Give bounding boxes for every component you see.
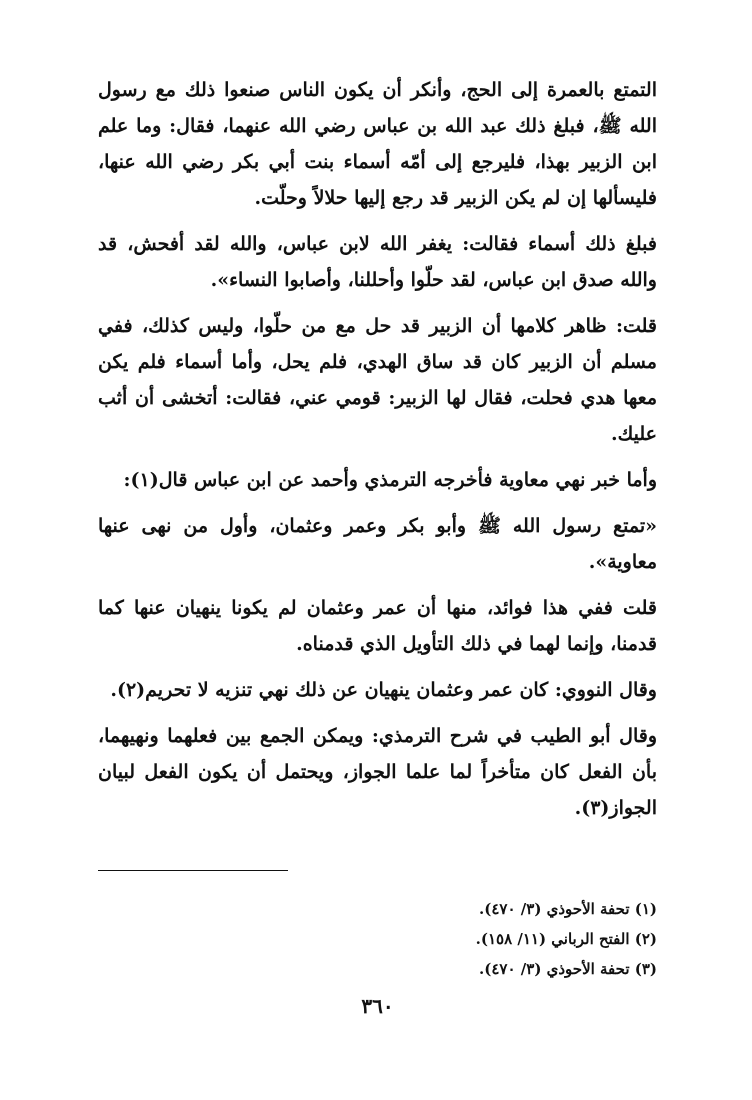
footnote-2: (٢) الفتح الرباني (١١/ ١٥٨).: [475, 930, 657, 948]
paragraph-2: فبلغ ذلك أسماء فقالت: يغفر الله لابن عباس، والله لقد أفحش، قد والله صدق ابن عباس، لقد حلّوا وأحللنا، وأصابوا النساء».: [98, 233, 657, 291]
paragraph-4: وأما خبر نهي معاوية فأخرجه الترمذي وأحمد عن ابن عباس قال(١):: [123, 469, 657, 491]
footnote-divider: [98, 870, 288, 871]
paragraph-1: التمتع بالعمرة إلى الحج، وأنكر أن يكون الناس صنعوا ذلك مع رسول الله ﷺ، فبلغ ذلك عبد الله بن عباس رضي الله عنهما، فقال: وما علم ابن الزبير بهذا، فليرجع إلى أمّه أسماء بنت أبي بكر رضي الله عنها، فليسألها إن لم يكن الزبير قد رجع إليها حلالاً وحلّت.: [98, 79, 657, 209]
footnote-3: (٣) تحفة الأحوذي (٣/ ٤٧٠).: [479, 960, 657, 978]
book-page: [98, 72, 657, 1060]
paragraph-3: قلت: ظاهر كلامها أن الزبير قد حل مع من حلّوا، وليس كذلك، ففي مسلم أن الزبير كان قد ساق الهدي، فلم يحل، وأما أسماء فلم يكن معها هدي فحلت، فقال لها الزبير: قومي عني، فقالت: أتخشى أن أثب عليك.: [98, 315, 657, 445]
paragraph-7: وقال النووي: كان عمر وعثمان ينهيان عن ذلك نهي تنزيه لا تحريم(٢).: [110, 679, 657, 701]
footnote-1: (١) تحفة الأحوذي (٣/ ٤٧٠).: [479, 900, 657, 918]
paragraph-6: قلت ففي هذا فوائد، منها أن عمر وعثمان لم يكونا ينهيان عنها كما قدمنا، وإنما لهما في ذلك التأويل الذي قدمناه.: [98, 597, 657, 655]
page-number: ٣٦٠: [361, 994, 394, 1018]
paragraph-8: وقال أبو الطيب في شرح الترمذي: ويمكن الجمع بين فعلهما ونهيهما، بأن الفعل كان متأخراً لما علما الجواز، ويحتمل أن يكون الفعل لبيان الجواز(٣).: [98, 725, 657, 819]
footnotes: [98, 894, 657, 984]
paragraph-5: «تمتع رسول الله ﷺ وأبو بكر وعمر وعثمان، وأول من نهى عنها معاوية».: [98, 515, 657, 573]
